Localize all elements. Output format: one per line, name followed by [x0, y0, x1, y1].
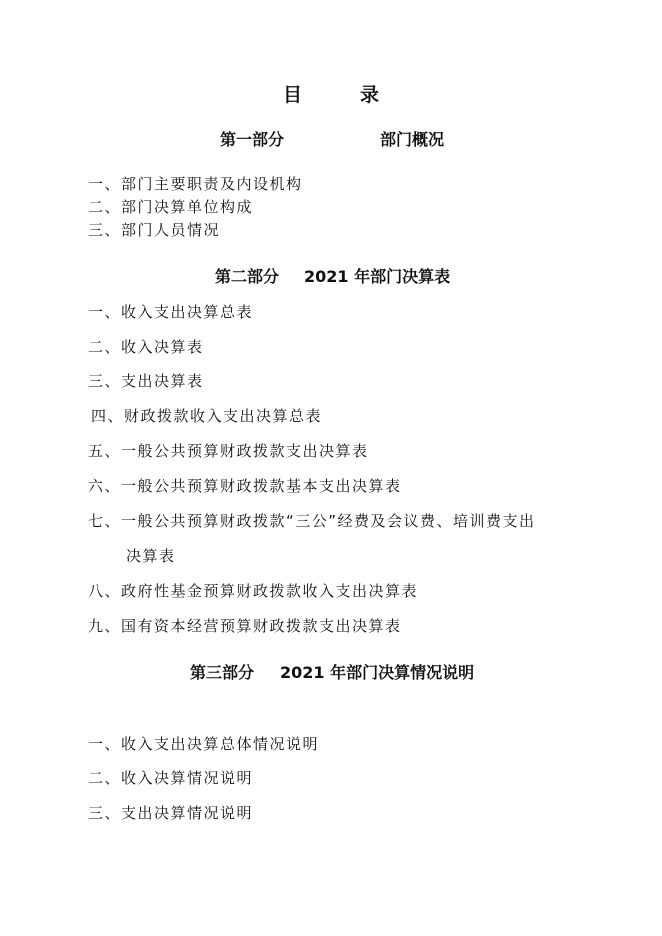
part3-item-2: 二、收入决算情况说明	[88, 769, 254, 787]
part2-label: 第二部分	[215, 267, 280, 286]
title-char-2: 录	[360, 84, 380, 106]
part2-name: 2021 年部门决算表	[304, 267, 451, 286]
part1-label: 第一部分	[220, 130, 285, 149]
part1-item-2: 二、部门决算单位构成	[88, 198, 254, 216]
title-char-1: 目	[282, 84, 302, 106]
part2-item-7: 七、一般公共预算财政拨款“三公”经费及会议费、培训费支出	[88, 512, 536, 530]
part1-item-1: 一、部门主要职责及内设机构	[88, 175, 303, 193]
part2-item-6: 六、一般公共预算财政拨款基本支出决算表	[88, 477, 402, 495]
part2-item-8: 八、政府性基金预算财政拨款收入支出决算表	[88, 582, 419, 600]
part3-item-1: 一、收入支出决算总体情况说明	[88, 735, 320, 753]
part3-name: 2021 年部门决算情况说明	[280, 663, 475, 682]
part2-item-1: 一、收入支出决算总表	[88, 303, 254, 321]
part2-item-9: 九、国有资本经营预算财政拨款支出决算表	[88, 617, 402, 635]
part2-item-5: 五、一般公共预算财政拨款支出决算表	[88, 442, 369, 460]
part3-item-3: 三、支出决算情况说明	[88, 804, 254, 822]
part2-item-3: 三、支出决算表	[88, 372, 204, 390]
part1-name: 部门概况	[380, 130, 445, 149]
part2-item-2: 二、收入决算表	[88, 338, 204, 356]
part2-item-4: 四、财政拨款收入支出决算总表	[91, 407, 323, 425]
part2-item-7-cont: 决算表	[126, 547, 176, 565]
page-title	[0, 80, 662, 107]
part3-label: 第三部分	[190, 663, 255, 682]
part1-item-3: 三、部门人员情况	[88, 221, 221, 239]
